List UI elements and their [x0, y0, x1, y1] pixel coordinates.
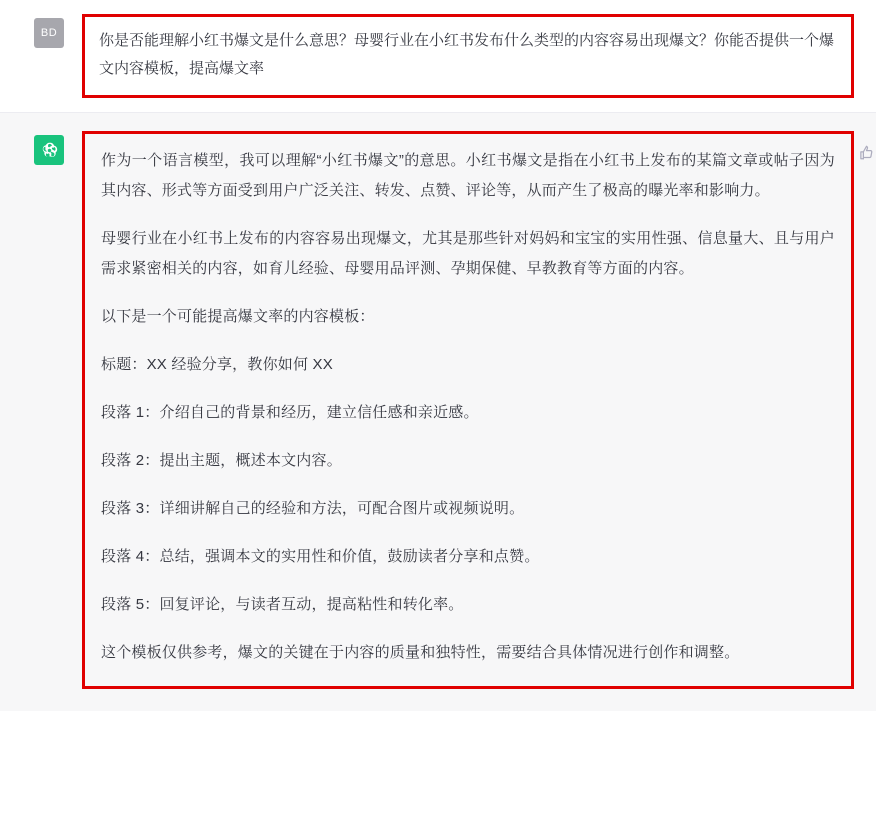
assistant-paragraph: 以下是一个可能提高爆文率的内容模板： [101, 308, 375, 325]
assistant-paragraph: 段落 5：回复评论，与读者互动，提高粘性和转化率。 [101, 596, 464, 613]
avatar-initials: BD [40, 27, 58, 39]
user-bubble-wrap [82, 14, 854, 98]
assistant-message-row [0, 113, 876, 711]
assistant-paragraph: 母婴行业在小红书上发布的内容容易出现爆文，尤其是那些针对妈妈和宝宝的实用性强、信息量大、且与用户需求紧密相关的内容，如育儿经验、母婴用品评测、孕期保健、早教教育等方面的内容。 [101, 230, 835, 277]
assistant-paragraph: 标题：XX 经验分享，教你如何 XX [101, 356, 333, 373]
openai-logo-icon [40, 141, 59, 160]
assistant-paragraph: 段落 4：总结，强调本文的实用性和价值，鼓励读者分享和点赞。 [101, 548, 540, 565]
assistant-paragraph: 作为一个语言模型，我可以理解“小红书爆文”的意思。小红书爆文是指在小红书上发布的某篇文章或帖子因为其内容、形式等方面受到用户广泛关注、转发、点赞、评论等，从而产生了极高的曝光率和影响力。 [101, 152, 835, 199]
avatar-user [34, 18, 64, 48]
assistant-paragraph: 段落 2：提出主题，概述本文内容。 [101, 452, 342, 469]
message-feedback-actions[interactable] [859, 145, 876, 160]
assistant-bubble-wrap [82, 131, 854, 689]
thumb-up-icon[interactable] [859, 145, 874, 160]
assistant-paragraph: 段落 3：详细讲解自己的经验和方法，可配合图片或视频说明。 [101, 500, 525, 517]
assistant-paragraph: 这个模板仅供参考，爆文的关键在于内容的质量和独特性，需要结合具体情况进行创作和调整。 [101, 644, 740, 661]
assistant-message-highlight-box [82, 131, 854, 689]
user-message-row [0, 0, 876, 112]
user-message-highlight-box [82, 14, 854, 98]
user-message-text: 你是否能理解小红书爆文是什么意思？母婴行业在小红书发布什么类型的内容容易出现爆文？你能否提供一个爆文内容模板，提高爆文率 [99, 32, 835, 77]
assistant-paragraph: 段落 1：介绍自己的背景和经历，建立信任感和亲近感。 [101, 404, 479, 421]
avatar-assistant [34, 135, 64, 165]
